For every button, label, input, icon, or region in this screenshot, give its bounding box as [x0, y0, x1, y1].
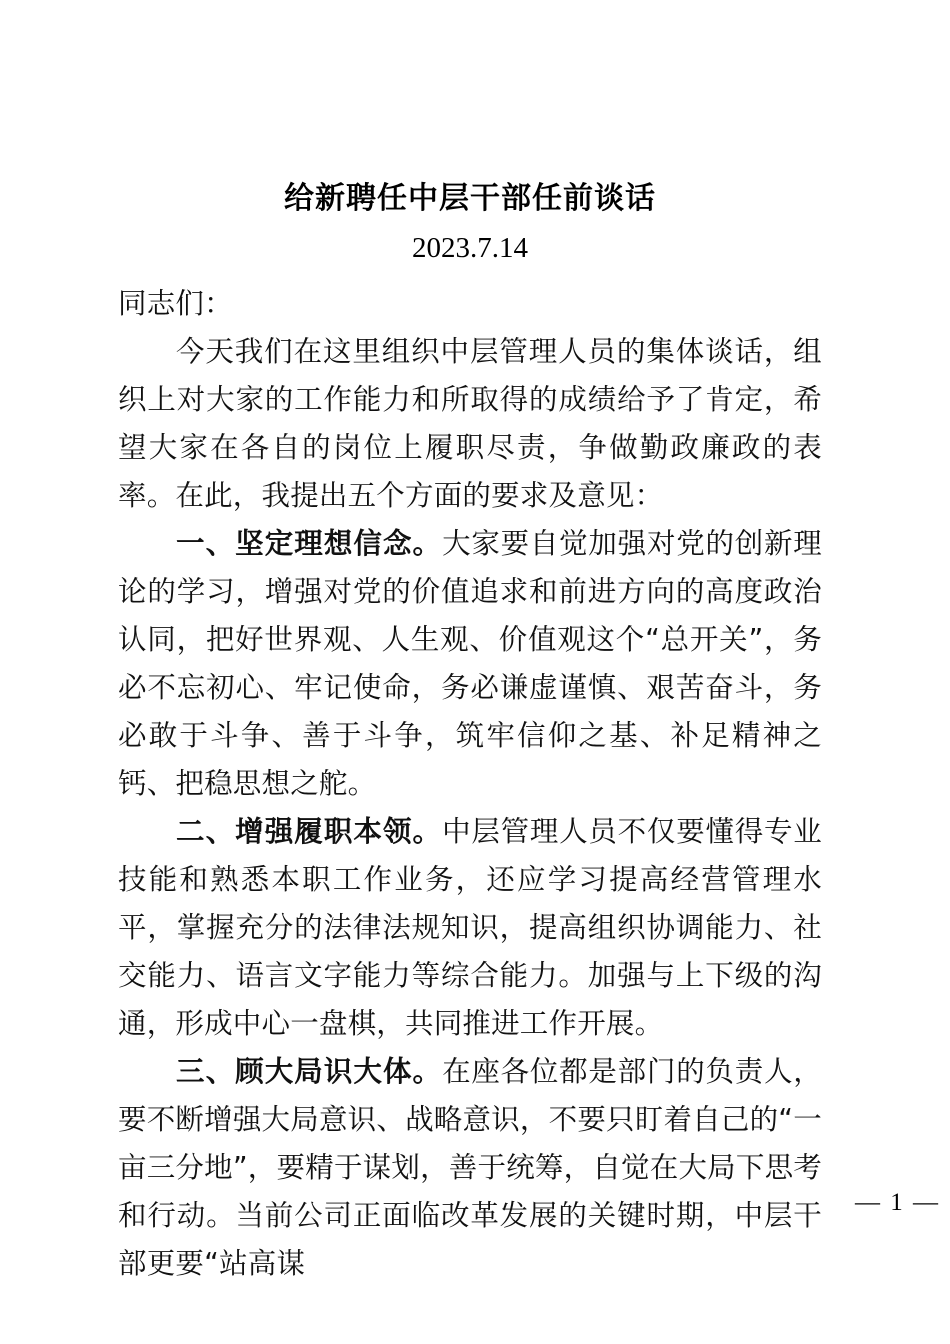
document-date: 2023.7.14 [412, 232, 528, 264]
paragraph-text: 大家要自觉加强对党的创新理论的学习，增强对党的价值追求和前进方向的高度政治认同，把好世界观、人生观、价值观这个“总开关”，务必不忘初心、牢记使命，务必谦虚谨慎、艰苦奋斗，务必敢于斗争、善于斗争，筑牢信仰之基、补足精神之钙、把稳思想之舵。 [118, 527, 822, 800]
page-number: — 1 — [855, 1189, 940, 1216]
paragraph-heading: 三、顾大局识大体。 [176, 1055, 443, 1088]
paragraph-text: 今天我们在这里组织中层管理人员的集体谈话，组织上对大家的工作能力和所取得的成绩给予了肯定，希望大家在各自的岗位上履职尽责，争做勤政廉政的表率。在此，我提出五个方面的要求及意见： [118, 335, 822, 512]
salutation: 同志们： [118, 287, 233, 320]
paragraph-text: 中层管理人员不仅要懂得专业技能和熟悉本职工作业务，还应学习提高经营管理水平，掌握充分的法律法规知识，提高组织协调能力、社交能力、语言文字能力等综合能力。加强与上下级的沟通，形成中心一盘棋，共同推进工作开展。 [118, 815, 822, 1040]
paragraph-opening [118, 328, 822, 520]
paragraph-heading: 一、坚定理想信念。 [176, 527, 443, 560]
paragraph-text: 在座各位都是部门的负责人，要不断增强大局意识、战略意识，不要只盯着自己的“一亩三分地”，要精于谋划，善于统筹，自觉在大局下思考和行动。当前公司正面临改革发展的关键时期，中层干部更要“站高谋 [118, 1055, 822, 1280]
paragraph-section-two [118, 808, 822, 1048]
paragraph-section-one [118, 520, 822, 808]
paragraph-heading: 二、增强履职本领。 [176, 815, 443, 848]
document-body [118, 280, 822, 1288]
page-title: 给新聘任中层干部任前谈话 [284, 181, 656, 216]
paragraph-section-three [118, 1048, 822, 1288]
